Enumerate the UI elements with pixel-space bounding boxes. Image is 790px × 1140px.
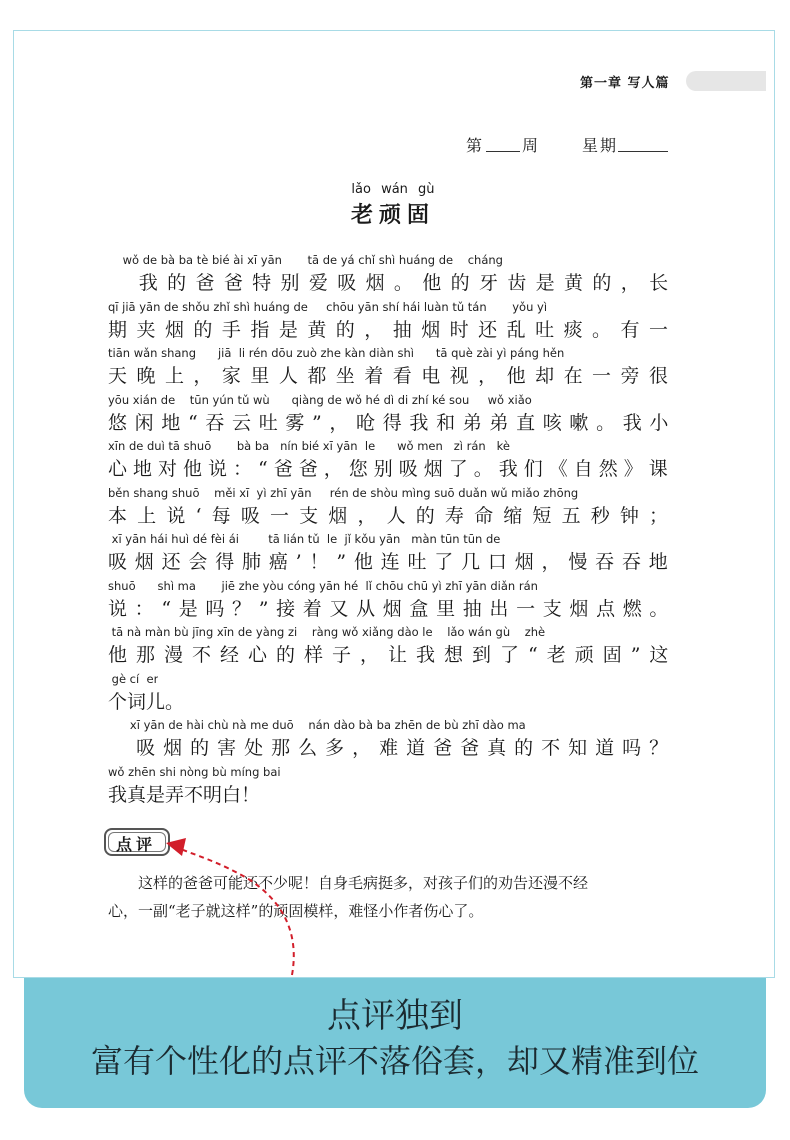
text-line: 期夹烟的手指是黄的，抽烟时还乱吐痰。有一 xyxy=(108,319,678,341)
pinyin-line: tiān wǎn shang jiā li rén dōu zuò zhe kàn diàn shì tā què zài yì páng hěn xyxy=(108,346,565,360)
callout-arrowhead-icon xyxy=(166,838,186,856)
text-line: 说：“是吗？”接着又从烟盒里抽出一支烟点燃。 xyxy=(108,598,677,620)
chapter-label: 第一章 写人篇 xyxy=(580,76,670,91)
pinyin-line: xīn de duì tā shuō bà ba nín bié xī yān le wǒ men zì rán kè xyxy=(108,439,510,453)
pinyin-line: qī jiā yān de shǒu zhǐ shì huáng de chōu yān shí hái luàn tǔ tán yǒu yì xyxy=(108,300,548,314)
text-line: 我真是弄不明白！ xyxy=(108,784,261,806)
day-label: 星期 xyxy=(582,136,619,155)
callout-arrow-line xyxy=(178,848,294,975)
text-line: 我的爸爸特别爱吸烟。他的牙齿是黄的，长 xyxy=(108,272,678,294)
comment-badge-label: 点评 xyxy=(116,835,157,854)
banner-headline: 点评独到 xyxy=(327,996,463,1036)
pinyin-line: wǒ de bà ba tè bié ài xī yān tā de yá chǐ shì huáng de cháng xyxy=(108,253,503,267)
pinyin-line: gè cí er xyxy=(108,672,159,686)
pinyin-line: shuō shì ma jiē zhe yòu cóng yān hé lǐ chōu chū yì zhī yān diǎn rán xyxy=(108,579,538,593)
week-prefix: 第 xyxy=(466,136,485,155)
comment-text-line-1: 这样的爸爸可能还不少呢！自身毛病挺多，对孩子们的劝告还漫不经 xyxy=(138,874,589,892)
text-line: 吸烟还会得肺癌’！”他连吐了几口烟，慢吞吞地 xyxy=(108,551,676,573)
pinyin-line: běn shang shuō měi xī yì zhī yān rén de shòu mìng suō duǎn wǔ miǎo zhōng xyxy=(108,486,579,500)
text-line: 天晚上，家里人都坐着看电视，他却在一旁很 xyxy=(108,365,678,387)
title-pinyin: lǎo wán gù xyxy=(351,182,435,197)
text-line: 本上说‘每吸一支烟，人的寿命缩短五秒钟； xyxy=(108,505,679,527)
text-line: 吸烟的害处那么多，难道爸爸真的不知道吗？ xyxy=(108,737,677,759)
text-line: 个词儿。 xyxy=(108,691,185,713)
pinyin-line: yōu xián de tūn yún tǔ wù qiàng de wǒ hé dì di zhí ké sou wǒ xiǎo xyxy=(108,393,532,407)
pinyin-line: xī yān hái huì dé fèi ái tā lián tǔ le jǐ kǒu yān màn tūn tūn de xyxy=(108,532,501,546)
story-title: 老顽固 xyxy=(350,202,435,228)
text-line: 他那漫不经心的样子，让我想到了“老顽固”这 xyxy=(108,644,678,666)
pinyin-line: xī yān de hài chù nà me duō nán dào bà ba zhēn de bù zhī dào ma xyxy=(108,718,526,732)
week-word: 周 xyxy=(522,136,541,155)
banner-subline: 富有个性化的点评不落俗套，却又精准到位 xyxy=(90,1042,699,1080)
pinyin-line: tā nà màn bù jīng xīn de yàng zi ràng wǒ xiǎng dào le lǎo wán gù zhè xyxy=(108,625,546,639)
pinyin-line: wǒ zhēn shi nòng bù míng bai xyxy=(108,765,281,779)
text-line: 悠闲地“吞云吐雾”，呛得我和弟弟直咳嗽。我小 xyxy=(108,412,677,434)
text-line: 心地对他说：“爸爸，您别吸烟了。我们《自然》课 xyxy=(108,458,674,480)
comment-text-line-2: 心，一副“老子就这样”的顽固模样，难怪小作者伤心了。 xyxy=(108,902,484,920)
